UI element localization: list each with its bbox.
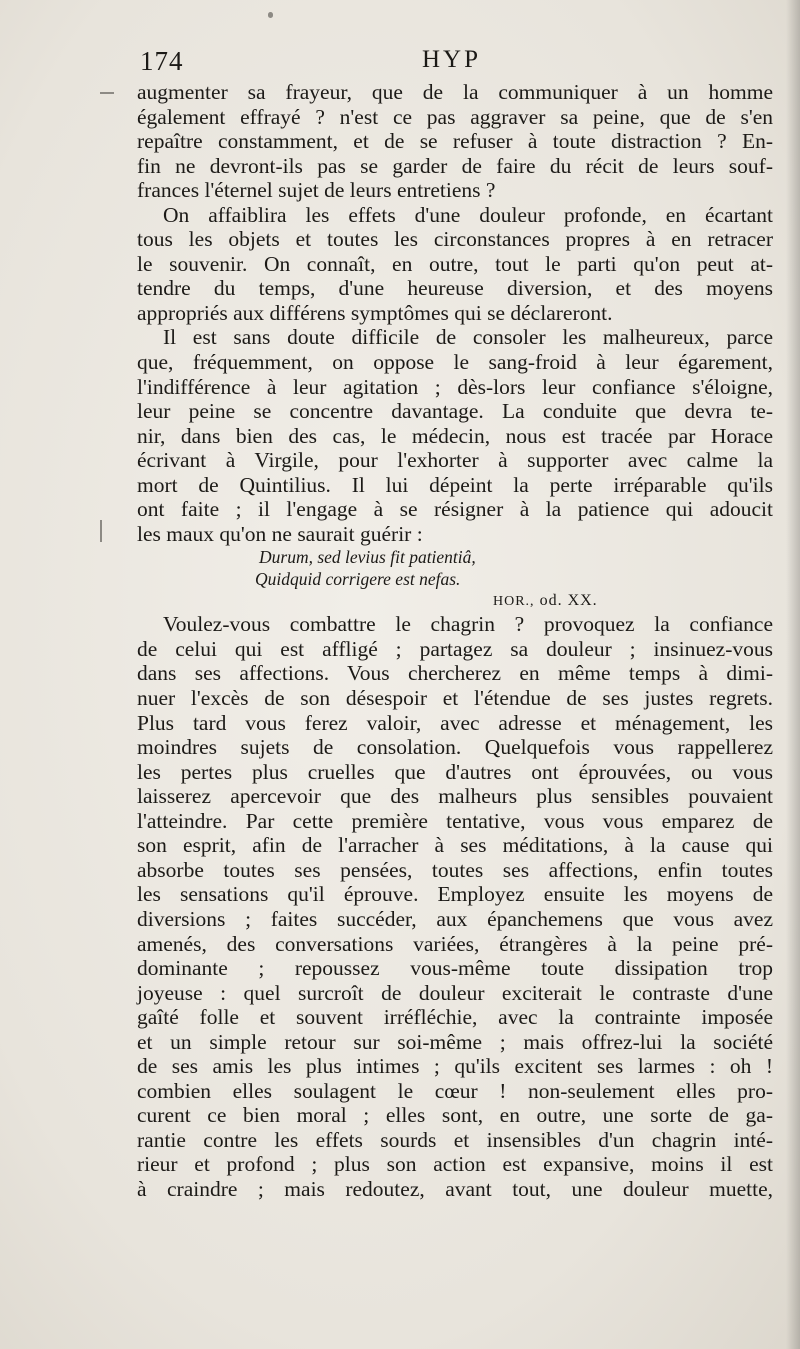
text-line: à craindre ; mais redoutez, avant tout, une douleur muette,: [137, 1176, 773, 1201]
text-line: tous les objets et toutes les circonstances propres à en retracer: [137, 227, 773, 252]
text-line: écrivant à Virgile, pour l'exhorter à supporter avec calme la: [137, 448, 773, 473]
text-line: curent ce bien moral ; elles sont, en outre, une sorte de ga-: [137, 1103, 773, 1128]
text-line: dominante ; repoussez vous-même toute dissipation trop: [137, 956, 773, 981]
text-line: leur peine se concentre davantage. La conduite que devra te-: [137, 399, 773, 424]
text-line: dans ses affections. Vous chercherez en même temps à dimi-: [137, 661, 773, 686]
text-line: rieur et profond ; plus son action est expansive, moins il est: [137, 1152, 773, 1177]
text-line: que, fréquemment, on oppose le sang-froid à leur égarement,: [137, 350, 773, 375]
text-line: diversions ; faites succéder, aux épanchemens que vous avez: [137, 906, 773, 931]
text-line: nir, dans bien des cas, le médecin, nous est tracée par Horace: [137, 423, 773, 448]
text-line: rantie contre les effets sourds et insensibles d'un chagrin inté-: [137, 1127, 773, 1152]
margin-speck: [268, 12, 273, 18]
text-line: tendre du temps, d'une heureuse diversion, et des moyens: [137, 276, 773, 301]
text-line: et un simple retour sur soi-même ; mais offrez-lui la société: [137, 1029, 773, 1054]
text-line: les pertes plus cruelles que d'autres ont éprouvées, ou vous: [137, 759, 773, 784]
text-line: Plus tard vous ferez valoir, avec adresse et ménagement, les: [137, 710, 773, 735]
text-line: gaîté folle et souvent irréfléchie, avec la contrainte imposée: [137, 1005, 773, 1030]
paragraph-start: Voulez-vous combattre le chagrin ? provoquez la confiance: [163, 612, 773, 637]
text-line: appropriés aux différens symptômes qui se déclareront.: [137, 300, 613, 325]
text-line: combien elles soulagent le cœur ! non-seulement elles pro-: [137, 1078, 773, 1103]
text-line: le souvenir. On connaît, en outre, tout le parti qu'on peut at-: [137, 251, 773, 276]
citation-reference: od. XX.: [539, 592, 598, 610]
text-line: frances l'éternel sujet de leurs entretiens ?: [137, 178, 496, 203]
text-line: amenés, des conversations variées, étrangères à la peine pré-: [137, 931, 773, 956]
margin-dash: [100, 520, 102, 542]
text-line: son esprit, afin de l'arracher à ses méditations, à la cause qui: [137, 833, 773, 858]
text-line: laisserez apercevoir que des malheurs plus sensibles pouvaient: [137, 784, 773, 809]
text-line: nuer l'excès de son désespoir et l'étendue de ses justes regrets.: [137, 686, 773, 711]
text-line: l'atteindre. Par cette première tentative, vous vous emparez de: [137, 808, 773, 833]
body-text: [137, 80, 773, 1202]
text-line: augmenter sa frayeur, que de la communiquer à un homme: [137, 80, 773, 104]
text-line: également effrayé ? n'est ce pas aggraver sa peine, que de s'en: [137, 104, 773, 129]
paragraph-start: Il est sans doute difficile de consoler les malheureux, parce: [163, 325, 773, 350]
verse-line: Durum, sed levius fit patientiâ,: [259, 547, 476, 568]
running-head: HYP: [422, 46, 482, 73]
verse-line: Quidquid corrigere est nefas.: [255, 569, 461, 590]
margin-dots: [100, 92, 114, 94]
text-line: l'indifférence à leur agitation ; dès-lors leur confiance s'éloigne,: [137, 374, 773, 399]
text-line: ont faite ; il l'engage à se résigner à la patience qui adoucit: [137, 497, 773, 522]
text-line: de ses amis les plus intimes ; qu'ils excitent ses larmes : oh !: [137, 1054, 773, 1079]
text-line: fin ne devront-ils pas se garder de faire du récit de leurs souf-: [137, 153, 773, 178]
page-edge-shadow: [786, 0, 800, 1349]
text-line: les maux qu'on ne saurait guérir :: [137, 521, 423, 546]
text-line: joyeuse : quel surcroît de douleur exciterait le contraste d'une: [137, 980, 773, 1005]
text-line: de celui qui est affligé ; partagez sa douleur ; insinuez-vous: [137, 636, 773, 661]
paragraph-start: On affaiblira les effets d'une douleur profonde, en écartant: [163, 202, 773, 227]
text-line: les sensations qu'il éprouve. Employez ensuite les moyens de: [137, 882, 773, 907]
citation-author: HOR.,: [493, 594, 535, 610]
text-line: moindres sujets de consolation. Quelquefois vous rappellerez: [137, 735, 773, 760]
verse-citation: [137, 590, 773, 612]
text-line: mort de Quintilius. Il lui dépeint la perte irréparable qu'ils: [137, 472, 773, 497]
page-number: 174: [140, 46, 184, 76]
page-header: [140, 46, 770, 76]
text-line: repaître constamment, et de se refuser à toute distraction ? En-: [137, 129, 773, 154]
text-line: absorbe toutes ses pensées, toutes ses affections, enfin toutes: [137, 857, 773, 882]
